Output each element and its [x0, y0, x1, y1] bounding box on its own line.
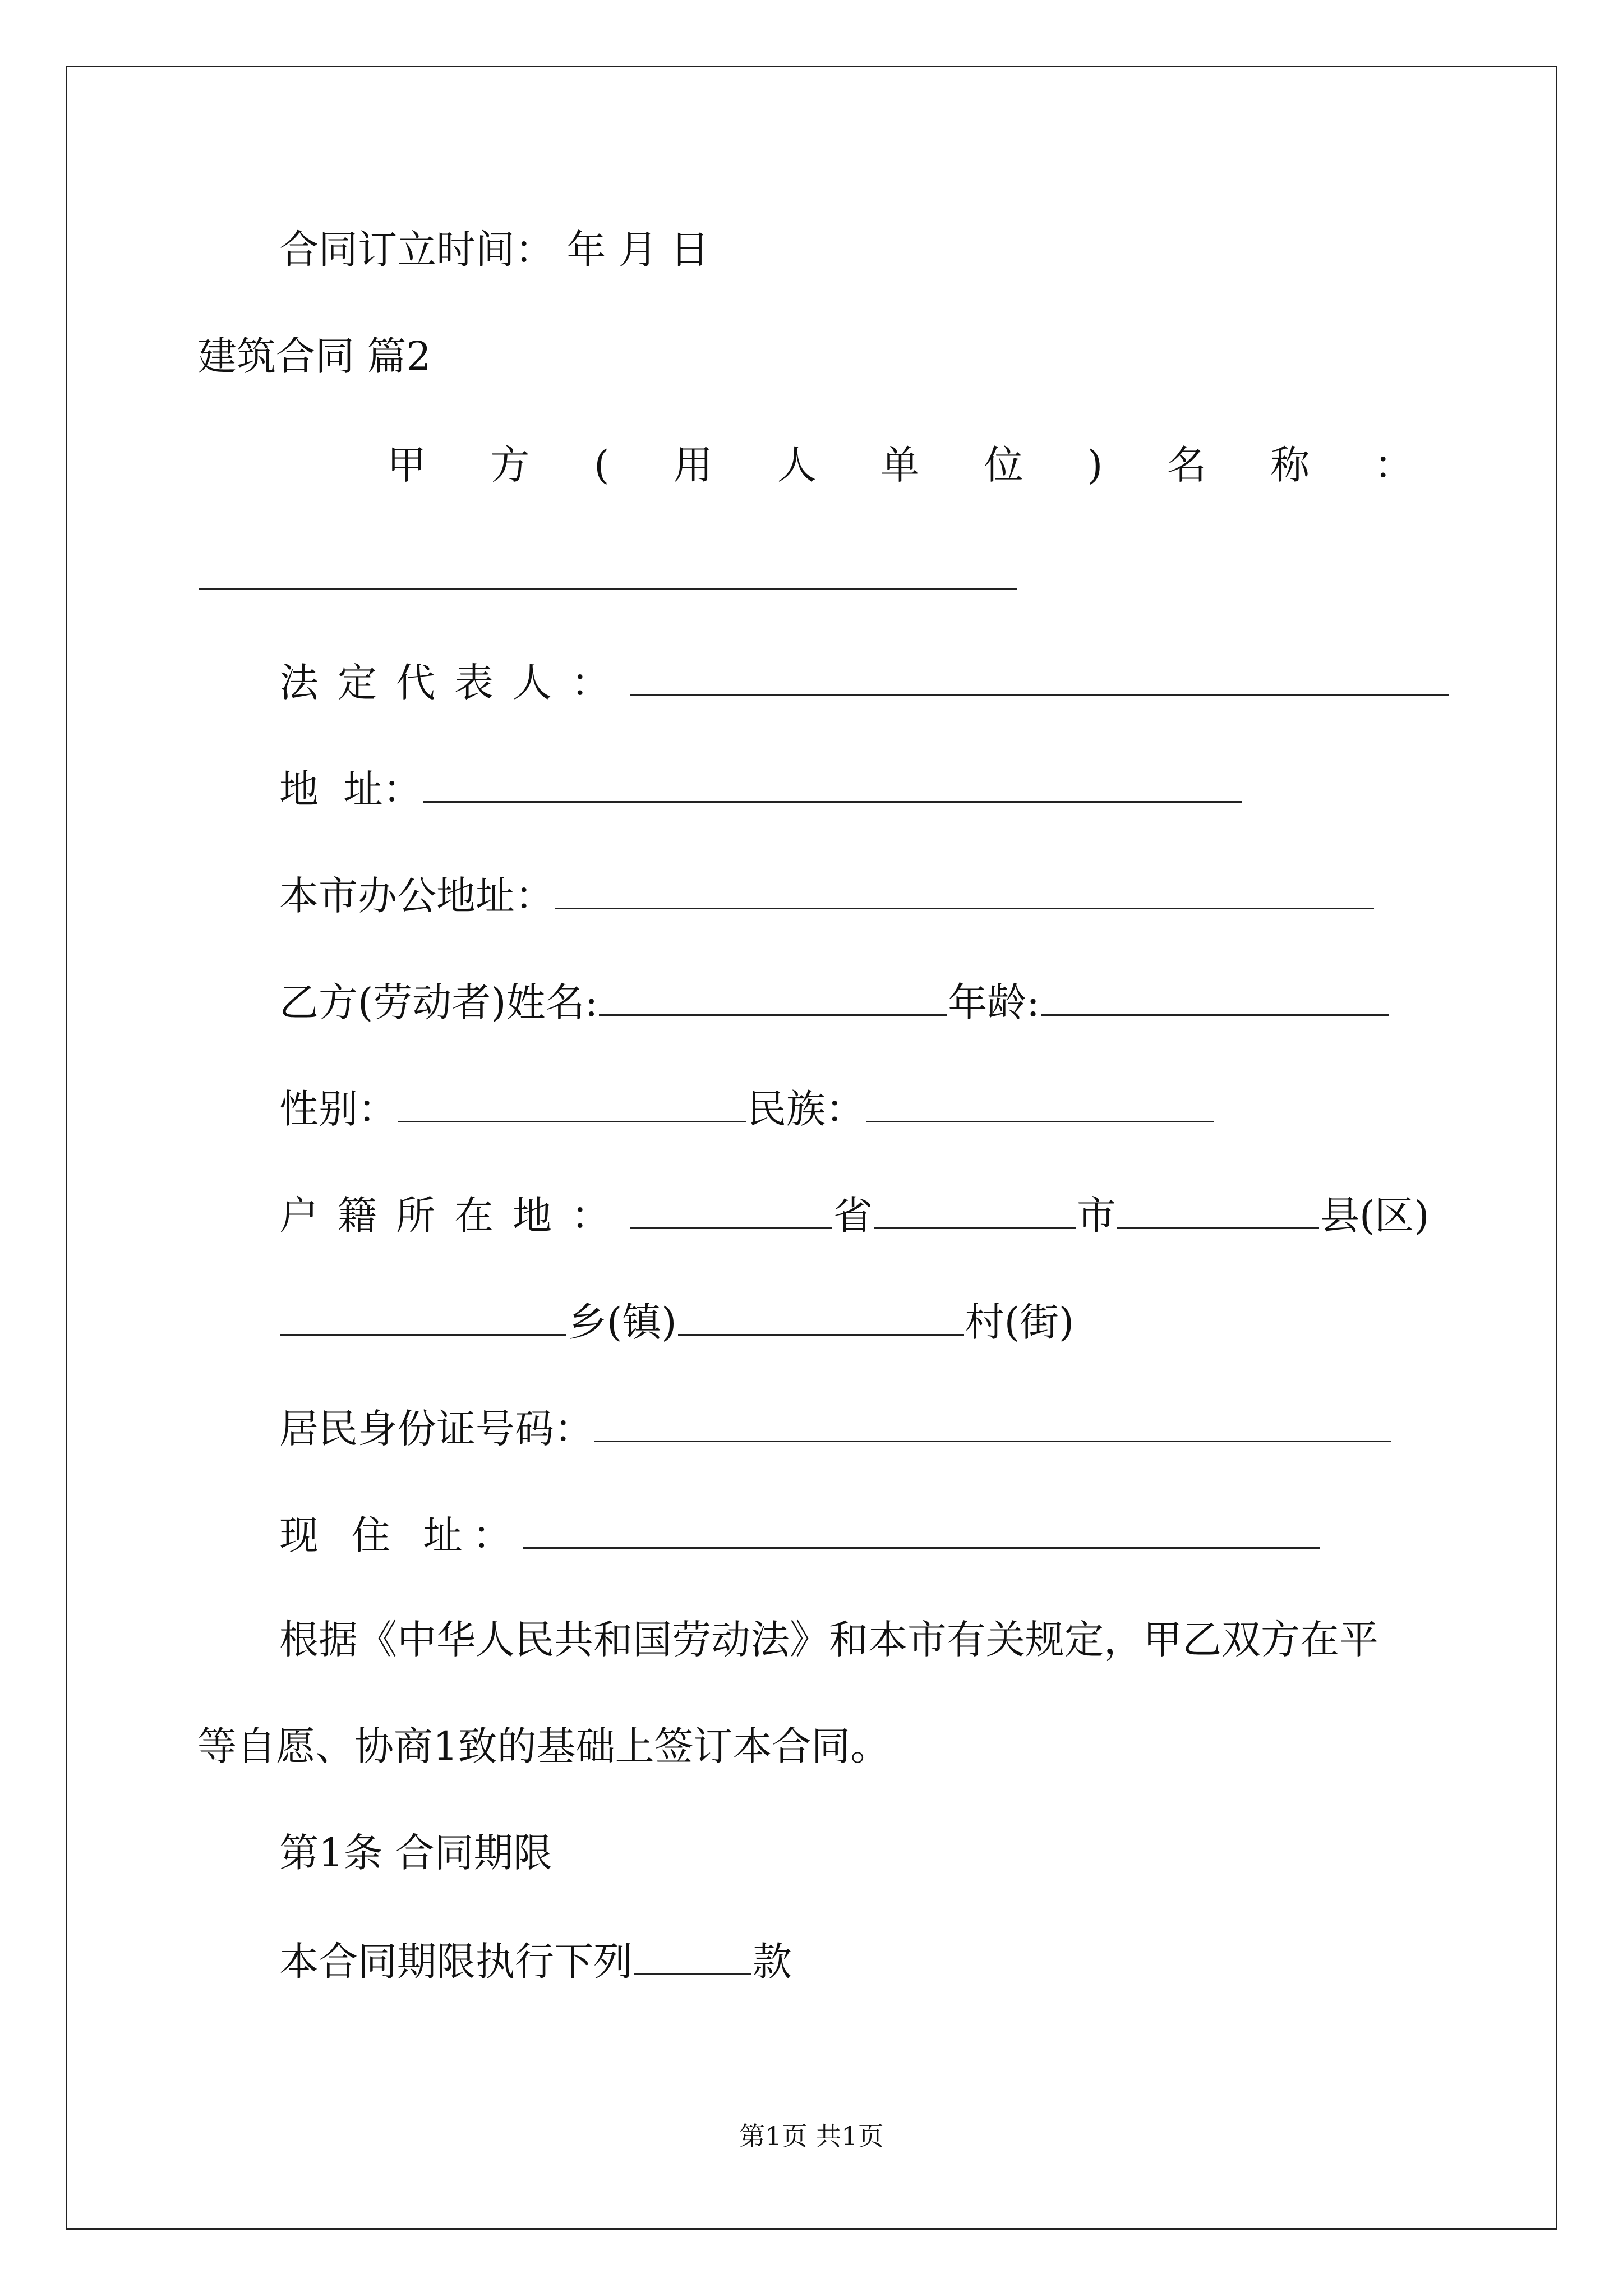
province-field[interactable] [630, 1188, 832, 1229]
party-b-name-label: 乙方(劳动者)姓名: [279, 979, 598, 1025]
party-b-row [279, 975, 1390, 1025]
party-a-heading [387, 440, 1413, 490]
gender-label: 性别： [279, 1086, 397, 1132]
section-title: 建筑合同 篇2 [197, 333, 431, 379]
age-label: 年龄: [948, 979, 1040, 1025]
party-a-char: 甲 [387, 442, 426, 488]
id-label: 居民身份证号码： [279, 1406, 593, 1452]
gender-row [279, 1082, 1215, 1132]
county-field[interactable] [1117, 1188, 1319, 1229]
office-address-field[interactable] [555, 868, 1374, 909]
article-1-title: 第1条 合同期限 [279, 1830, 552, 1876]
address-label: 地 址： [279, 766, 422, 812]
current-address-label: 现 住 址： [279, 1512, 522, 1558]
page-frame [66, 66, 1557, 2230]
township-field[interactable] [280, 1295, 566, 1336]
current-address-row [279, 1508, 1321, 1558]
legal-rep-label: 法定代表人： [279, 660, 629, 706]
legal-rep-row [279, 655, 1450, 706]
page-footer: 第1页 共1页 [739, 2121, 884, 2151]
article-1-field[interactable] [634, 1934, 751, 1975]
township-row [279, 1295, 1074, 1345]
village-field[interactable] [678, 1295, 964, 1336]
article-1-text: 本合同期限执行下列 [279, 1939, 633, 1985]
office-address-row [279, 868, 1375, 919]
township-label: 乡(镇) [568, 1299, 677, 1345]
city-label: 市 [1077, 1193, 1116, 1239]
current-address-field[interactable] [523, 1508, 1320, 1549]
party-a-char: 称 [1270, 442, 1310, 488]
legal-rep-field[interactable] [630, 655, 1449, 696]
village-label: 村(街) [965, 1299, 1075, 1345]
id-row [279, 1401, 1392, 1452]
paragraph-1-line-1: 根据《中华人民共和国劳动法》和本市有关规定，甲乙双方在平 [279, 1617, 1378, 1663]
household-label: 户籍所在地： [279, 1193, 629, 1239]
party-a-char: ( [594, 442, 610, 488]
province-label: 省 [833, 1193, 873, 1239]
party-b-name-field[interactable] [599, 975, 947, 1016]
city-field[interactable] [874, 1188, 1076, 1229]
paragraph-1-line-2: 等自愿、协商1致的基础上签订本合同。 [197, 1723, 890, 1769]
office-address-label: 本市办公地址： [279, 873, 554, 919]
gender-field[interactable] [398, 1082, 746, 1122]
household-row [279, 1188, 1430, 1239]
ethnicity-label: 民族： [747, 1086, 865, 1132]
party-a-char: ： [1373, 442, 1413, 488]
party-a-char: 用 [673, 442, 713, 488]
id-field[interactable] [594, 1401, 1391, 1442]
county-label: 县(区) [1320, 1193, 1430, 1239]
party-a-char: 单 [880, 442, 920, 488]
ethnicity-field[interactable] [866, 1082, 1214, 1122]
party-a-char: 方 [490, 442, 530, 488]
address-row [279, 762, 1243, 812]
article-1-suffix: 款 [753, 1939, 792, 1985]
party-a-char: ) [1087, 442, 1103, 488]
party-a-char: 位 [984, 442, 1023, 488]
age-field[interactable] [1041, 975, 1389, 1016]
party-a-name-blank [197, 549, 1018, 599]
party-a-char: 名 [1166, 442, 1206, 488]
article-1-row [279, 1934, 792, 1985]
signing-time: 合同订立时间： 年 月 日 [279, 227, 709, 273]
blank-line[interactable] [199, 549, 1017, 590]
party-a-char: 人 [777, 442, 817, 488]
address-field[interactable] [423, 762, 1242, 803]
